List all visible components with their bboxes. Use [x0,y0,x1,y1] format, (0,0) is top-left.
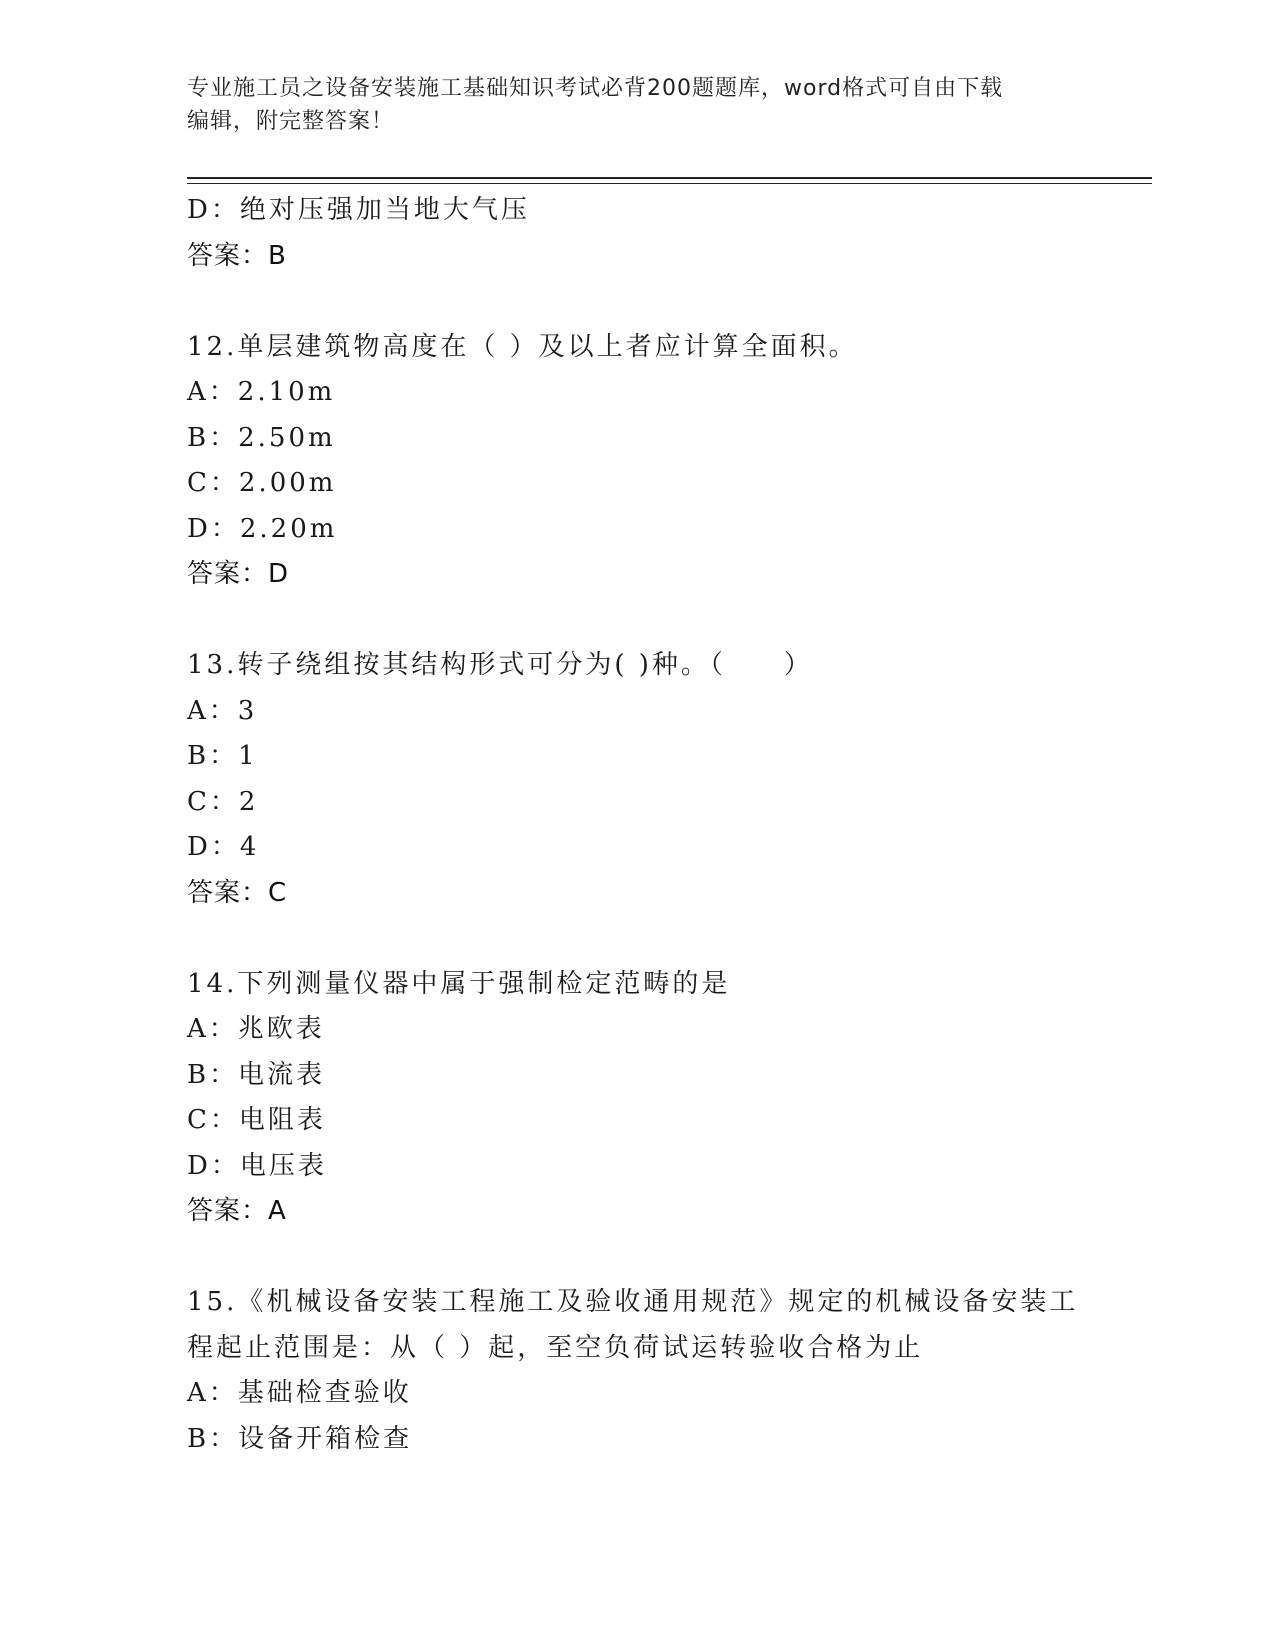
question-text: 13.转子绕组按其结构形式可分为( )种。（ ） [187,650,813,680]
header-divider-thick [187,177,1152,179]
spacer [187,279,1087,325]
option-b: B：1 [187,741,258,771]
page-header [187,72,1067,138]
option-d: D：2.20m [187,513,338,544]
option-b: B：设备开箱检查 [187,1423,413,1454]
spacer [187,1235,1087,1281]
option-c: C：2 [187,786,259,817]
spacer [187,598,1087,644]
question-11 [187,188,1087,279]
answer: 答案：D [187,559,290,589]
question-12 [187,325,1087,598]
option-a: A：兆欧表 [187,1014,325,1044]
option-b: B：电流表 [187,1059,326,1090]
option-b: B：2.50m [187,422,336,453]
answer: 答案：C [187,877,288,908]
option-c: C：电阻表 [187,1105,326,1135]
header-divider-thin [187,183,1152,184]
answer: 答案：B [187,240,287,271]
option-d: D：绝对压强加当地大气压 [187,195,530,225]
question-text: 12.单层建筑物高度在（ ）及以上者应计算全面积。 [187,331,858,362]
question-text-line-2: 程起止范围是：从（ ）起，至空负荷试运转验收合格为止 [187,1332,924,1363]
spacer [187,916,1087,962]
question-15 [187,1280,1087,1462]
option-a: A：基础检查验收 [187,1378,412,1408]
question-list [187,188,1087,1462]
question-text-line-1: 15.《机械设备安装工程施工及验收通用规范》规定的机械设备安装工 [187,1287,1079,1317]
question-text: 14.下列测量仪器中属于强制检定范畴的是 [187,968,731,999]
header-title-line-2: 编辑，附完整答案！ [187,109,395,134]
option-a: A：2.10m [187,377,336,407]
header-title-line-1: 专业施工员之设备安装施工基础知识考试必背200题题库，word格式可自由下载 [187,76,1004,101]
option-a: A：3 [187,695,258,726]
question-14 [187,962,1087,1235]
question-13 [187,643,1087,916]
option-d: D：4 [187,832,260,862]
option-c: C：2.00m [187,468,337,498]
option-d: D：电压表 [187,1150,327,1181]
answer: 答案：A [187,1196,287,1226]
